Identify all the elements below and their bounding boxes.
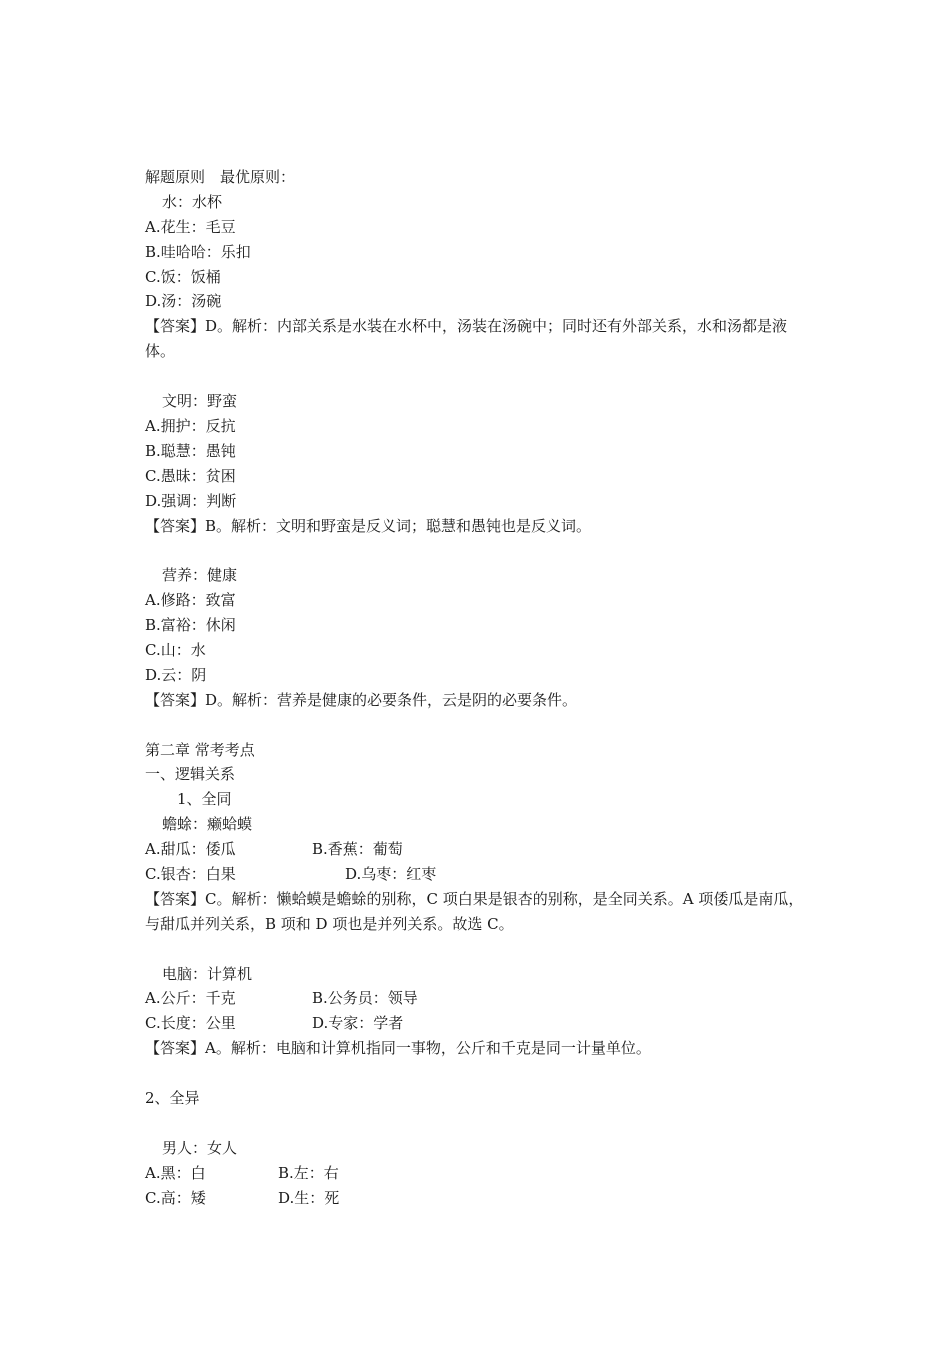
option-b: B.聪慧：愚钝 [145, 441, 236, 460]
option-row [145, 1011, 815, 1036]
section-title: 一、逻辑关系 [145, 765, 236, 784]
principle-title: 解题原则 最优原则： [145, 168, 296, 186]
blank-line [145, 937, 815, 962]
option-c: C.山：水 [145, 640, 206, 659]
blank-line [145, 1061, 815, 1086]
option-c: C.银杏：白果 [145, 864, 236, 883]
option-a: A.甜瓜：倭瓜 [145, 840, 236, 859]
question-stem: 文明：野蛮 [162, 392, 238, 411]
option-c: C.愚昧：贫困 [145, 466, 236, 485]
option-d: D.汤：汤碗 [145, 292, 222, 311]
option-row [145, 986, 815, 1011]
option-d: D.专家：学者 [312, 1014, 404, 1033]
answer-explanation: 【答案】D。解析：内部关系是水装在水杯中，汤装在汤碗中；同时还有外部关系，水和汤都是液体。 [145, 317, 788, 361]
option-a: A.公斤：千克 [145, 989, 236, 1008]
option-b: B.香蕉：葡萄 [312, 840, 403, 859]
chapter-title: 第二章 常考考点 [145, 740, 255, 759]
question-stem: 营养：健康 [162, 566, 238, 585]
option-row [145, 862, 815, 887]
option-c: C.高：矮 [145, 1188, 206, 1207]
option-d: D.云：阴 [145, 665, 207, 684]
blank-line [145, 364, 815, 389]
question-stem: 男人：女人 [162, 1138, 238, 1157]
answer-explanation: 【答案】A。解析：电脑和计算机指同一事物，公斤和千克是同一计量单位。 [145, 1039, 651, 1058]
option-d: D.强调：判断 [145, 491, 237, 510]
subsection-title: 2、全异 [145, 1089, 200, 1108]
option-d: D.生：死 [278, 1188, 340, 1207]
question-stem: 电脑：计算机 [162, 964, 253, 983]
option-a: A.拥护：反抗 [145, 416, 236, 435]
option-a: A.修路：致富 [145, 591, 236, 610]
option-b: B.哇哈哈：乐扣 [145, 242, 251, 261]
blank-line [145, 713, 815, 738]
option-d: D.乌枣：红枣 [345, 864, 437, 883]
option-b: B.公务员：领导 [312, 989, 418, 1008]
answer-explanation: 【答案】C。解析：懒蛤蟆是蟾蜍的别称，C 项白果是银杏的别称，是全同关系。A 项倭瓜是南瓜，与甜瓜并列关系，B 项和 D 项也是并列关系。故选 C。 [145, 889, 804, 933]
option-row [145, 1186, 815, 1211]
subsection-title: 1、全同 [177, 790, 232, 809]
option-a: A.花生：毛豆 [145, 217, 236, 236]
blank-line [145, 1111, 815, 1136]
answer-explanation: 【答案】D。解析：营养是健康的必要条件，云是阴的必要条件。 [145, 690, 578, 709]
option-row [145, 1161, 815, 1186]
option-b: B.左：右 [278, 1163, 339, 1182]
option-b: B.富裕：休闲 [145, 616, 236, 635]
option-row [145, 837, 815, 862]
blank-line [145, 538, 815, 563]
document-page [145, 165, 815, 1210]
question-stem: 水：水杯 [162, 192, 223, 211]
answer-explanation: 【答案】B。解析：文明和野蛮是反义词；聪慧和愚钝也是反义词。 [145, 516, 592, 535]
option-c: C.长度：公里 [145, 1014, 236, 1033]
question-stem: 蟾蜍：癞蛤蟆 [162, 815, 253, 834]
option-c: C.饭：饭桶 [145, 267, 221, 286]
option-a: A.黑：白 [145, 1163, 206, 1182]
